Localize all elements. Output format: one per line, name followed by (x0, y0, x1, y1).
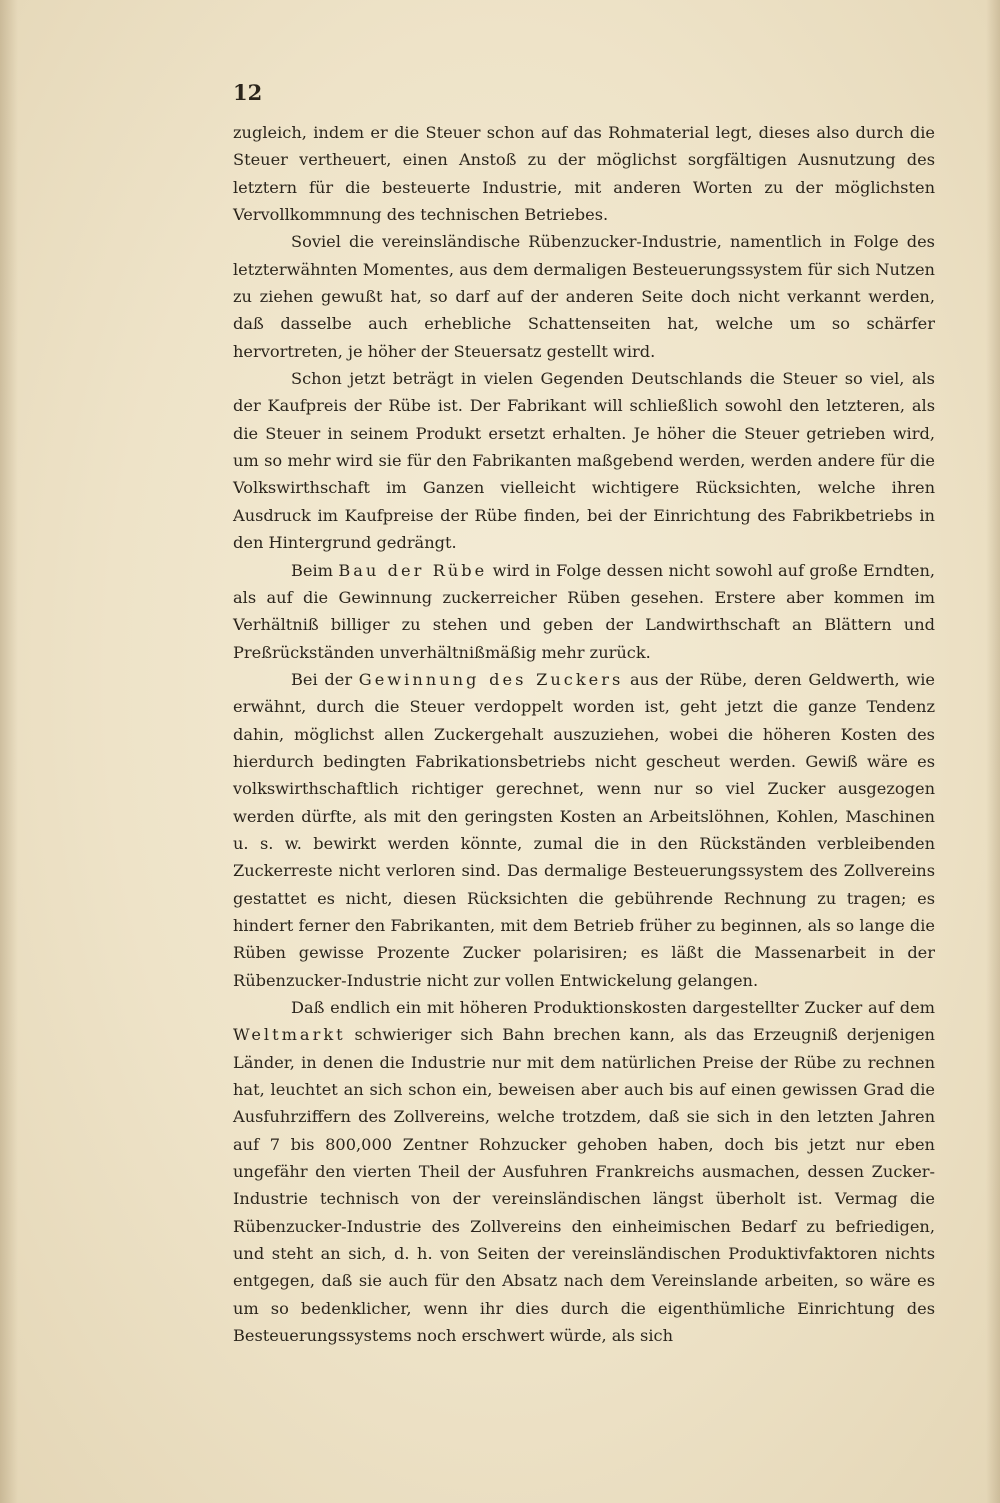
text-segment: wird in Folge dessen nicht sowohl auf große Erndten, als auf die Gewinnung zuckerreicher Rüben gesehen. Erstere aber kommen im Verhältniß billiger zu stehen und geben der Landwirthschaft an Blättern und Preßrückständen unverhältnißmäßig mehr zurück. (233, 560, 936, 662)
emphasized-text: Gewinnung des Zuckers (358, 669, 624, 689)
page-edge-shadow-left (0, 0, 18, 1503)
text-segment: aus der Rübe, deren Geldwerth, wie erwähnt, durch die Steuer verdoppelt worden ist, geht jetzt die ganze Tendenz dahin, möglichst allen Zuckergehalt auszuziehen, wobei die höheren Kosten des hierdurch bedingten Fabrikationsbetriebs nicht gescheut werden. Gewiß wäre es volkswirthschaftlich richtiger gerechnet, wenn nur so viel Zucker ausgezogen werden dürfte, als mit den geringsten Kosten an Arbeitslöhnen, Kohlen, Maschinen u. s. w. bewirkt werden könnte, zumal die in den Rückständen verbleibenden Zuckerreste nicht verloren sind. Das dermalige Besteuerungssystem des Zollvereins gestattet es nicht, diesen Rücksichten die gebührende Rechnung zu tragen; es hindert ferner den Fabrikanten, mit dem Betrieb früher zu beginnen, als so lange die Rüben gewisse Prozente Zucker polarisiren; es läßt die Massenarbeit in der Rübenzucker-Industrie nicht zur vollen Entwickelung gelangen. (233, 669, 935, 990)
page-number: 12 (233, 80, 263, 105)
text-segment: Bei der (291, 669, 359, 689)
text-segment: Daß endlich ein mit höheren Produktionskosten dargestellter Zucker auf dem (291, 998, 935, 1017)
text-segment: Soviel die vereinsländische Rübenzucker-Industrie, namentlich in Folge des letzterwähnten Momentes, aus dem dermaligen Besteuerungssystem für sich Nutzen zu ziehen gewußt hat, so darf auf der anderen Seite doch nicht verkannt werden, daß dasselbe auch erhebliche Schattenseiten hat, welche um so schärfer hervortreten, je höher der Steuersatz gestellt wird. (233, 232, 935, 361)
text-segment: Beim (291, 560, 339, 580)
page-edge-shadow-right (986, 0, 1000, 1503)
text-segment: schwieriger sich Bahn brechen kann, als das Erzeugniß derjenigen Länder, in denen die Industrie nur mit dem natürlichen Preise der Rübe zu rechnen hat, leuchtet an sich schon ein, beweisen aber auch bis auf einen gewissen Grad die Ausfuhrziffern des Zollvereins, welche trotzdem, daß sie sich in den letzten Jahren auf 7 bis 800,000 Zentner Rohzucker gehoben haben, doch bis jetzt nur eben ungefähr den vierten Theil der Ausfuhren Frankreichs ausmachen, dessen Zucker-Industrie technisch von der vereinsländischen längst überholt ist. Vermag die Rübenzucker-Industrie des Zollvereins den einheimischen Bedarf zu befriedigen, und steht an sich, d. h. von Seiten der vereinsländischen Produktivfaktoren nichts entgegen, daß sie auch für den Absatz nach dem Vereinslande arbeiten, so wäre es um so bedenklicher, wenn ihr dies durch die eigenthümliche Einrichtung des Besteuerungssystems noch erschwert würde, als sich (233, 1025, 935, 1346)
paragraph (233, 994, 935, 1349)
paragraph (233, 119, 935, 228)
text-segment: zugleich, indem er die Steuer schon auf das Rohmaterial legt, dieses also durch die Steuer vertheuert, einen Anstoß zu der möglichst sorgfältigen Ausnutzung des letztern für die besteuerte Industrie, mit anderen Worten zu der möglichsten Vervollkommnung des technischen Betriebes. (233, 123, 935, 225)
paragraph (233, 666, 935, 994)
text-segment: Schon jetzt beträgt in vielen Gegenden Deutschlands die Steuer so viel, als der Kaufpreis der Rübe ist. Der Fabrikant will schließlich sowohl den letzteren, als die Steuer in seinem Produkt ersetzt erhalten. Je höher die Steuer getrieben wird, um so mehr wird sie für den Fabrikanten maßgebend werden, werden andere für die Volkswirthschaft im Ganzen vielleicht wichtigere Rücksichten, welche ihren Ausdruck im Kaufpreise der Rübe finden, bei der Einrichtung des Fabrikbetriebs in den Hintergrund gedrängt. (233, 369, 935, 553)
paragraph (233, 365, 935, 556)
emphasized-text: Weltmarkt (233, 1025, 346, 1045)
paragraph (233, 228, 935, 365)
body-text (233, 119, 935, 1349)
paragraph (233, 557, 935, 666)
emphasized-text: Bau der Rübe (338, 560, 488, 580)
